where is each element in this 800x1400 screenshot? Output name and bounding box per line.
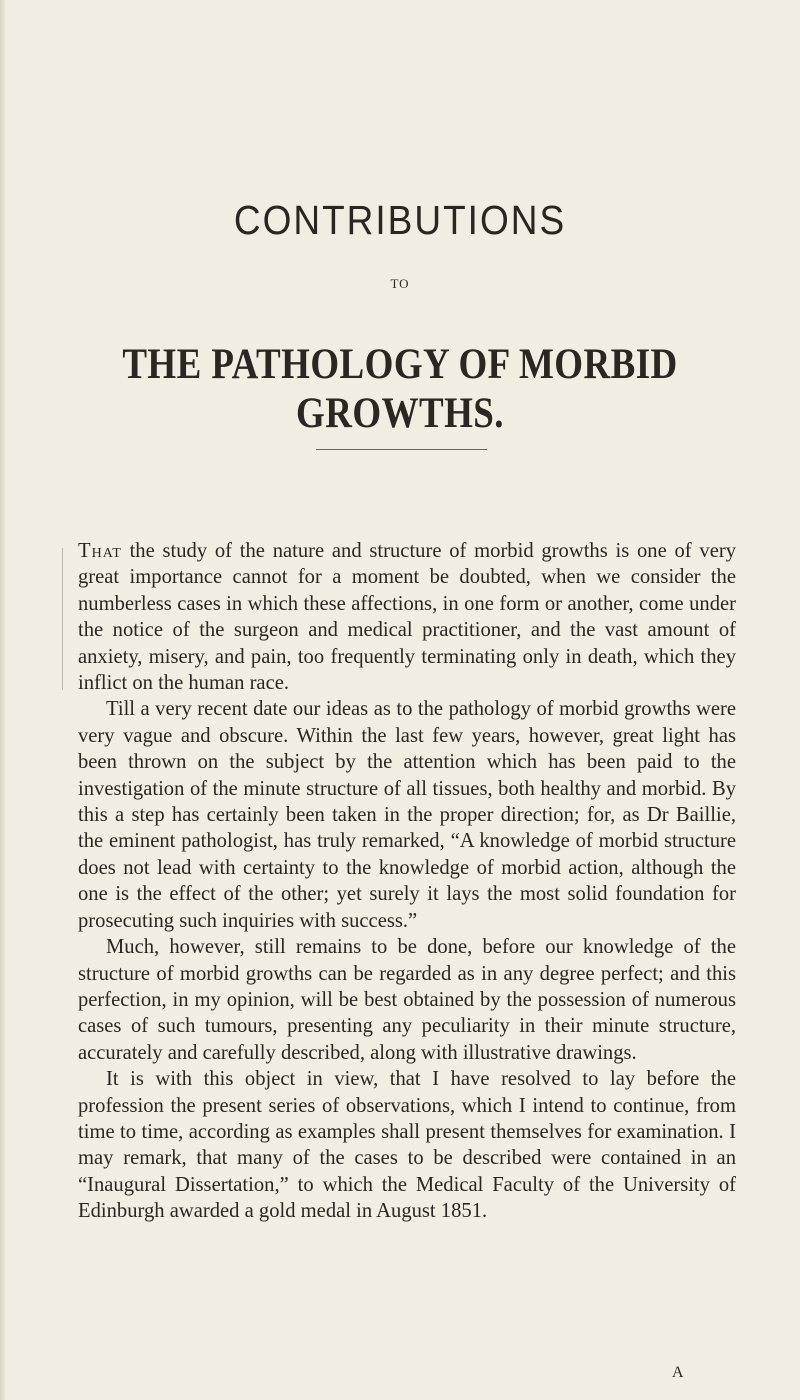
body-text [78, 538, 736, 1225]
subtitle-heading: THE PATHOLOGY OF MORBID GROWTHS. [122, 341, 678, 437]
paragraph-3: Much, however, still remains to be done, before our knowledge of the structure of morbid growths can be regarded as in any degree perfect; and this perfection, in my opinion, will be best obtained by the possession of numerous cases of such tumours, presenting any peculiarity in their minute structure, accurately and carefully described, along with illustrative drawings. [78, 936, 736, 1064]
paragraph-4: It is with this object in view, that I have resolved to lay before the profession the present series of observations, which I intend to continue, from time to time, according as examples shall present themselves for examination. I may remark, that many of the cases to be described were contained in an “Inaugural Dissertation,” to which the Medical Faculty of the University of Edinburgh awarded a gold medal in August 1851. [78, 1068, 736, 1223]
title-rule [316, 449, 487, 450]
lead-word: That [78, 540, 122, 562]
heading-connector: TO [390, 276, 410, 291]
main-heading: CONTRIBUTIONS [233, 197, 567, 243]
paragraph-2: Till a very recent date our ideas as to the pathology of morbid growths were very vague and obscure. Within the last few years, however, great light has been thrown on the subject by the attention which has been paid to the investigation of the minute structure of all tissues, both healthy and morbid. By this a step has certainly been taken in the proper direction; for, as Dr Baillie, the eminent pathologist, has truly remarked, “A knowledge of morbid structure does not lead with certainty to the knowledge of morbid action, although the one is the effect of the other; yet surely it lays the most solid foundation for prosecuting such inquiries with success.” [78, 698, 736, 932]
margin-line [62, 548, 63, 690]
paragraph-1-text: the study of the nature and structure of morbid growths is one of very great importance cannot for a moment be doubted, when we consider the numberless cases in which these affections, in one form or another, come under the notice of the surgeon and medical practitioner, and the vast amount of anxiety, misery, and pain, too frequently terminating only in death, which they inflict on the human race. [78, 540, 736, 695]
paragraph-1 [78, 538, 736, 696]
signature-mark: A [672, 1364, 684, 1381]
